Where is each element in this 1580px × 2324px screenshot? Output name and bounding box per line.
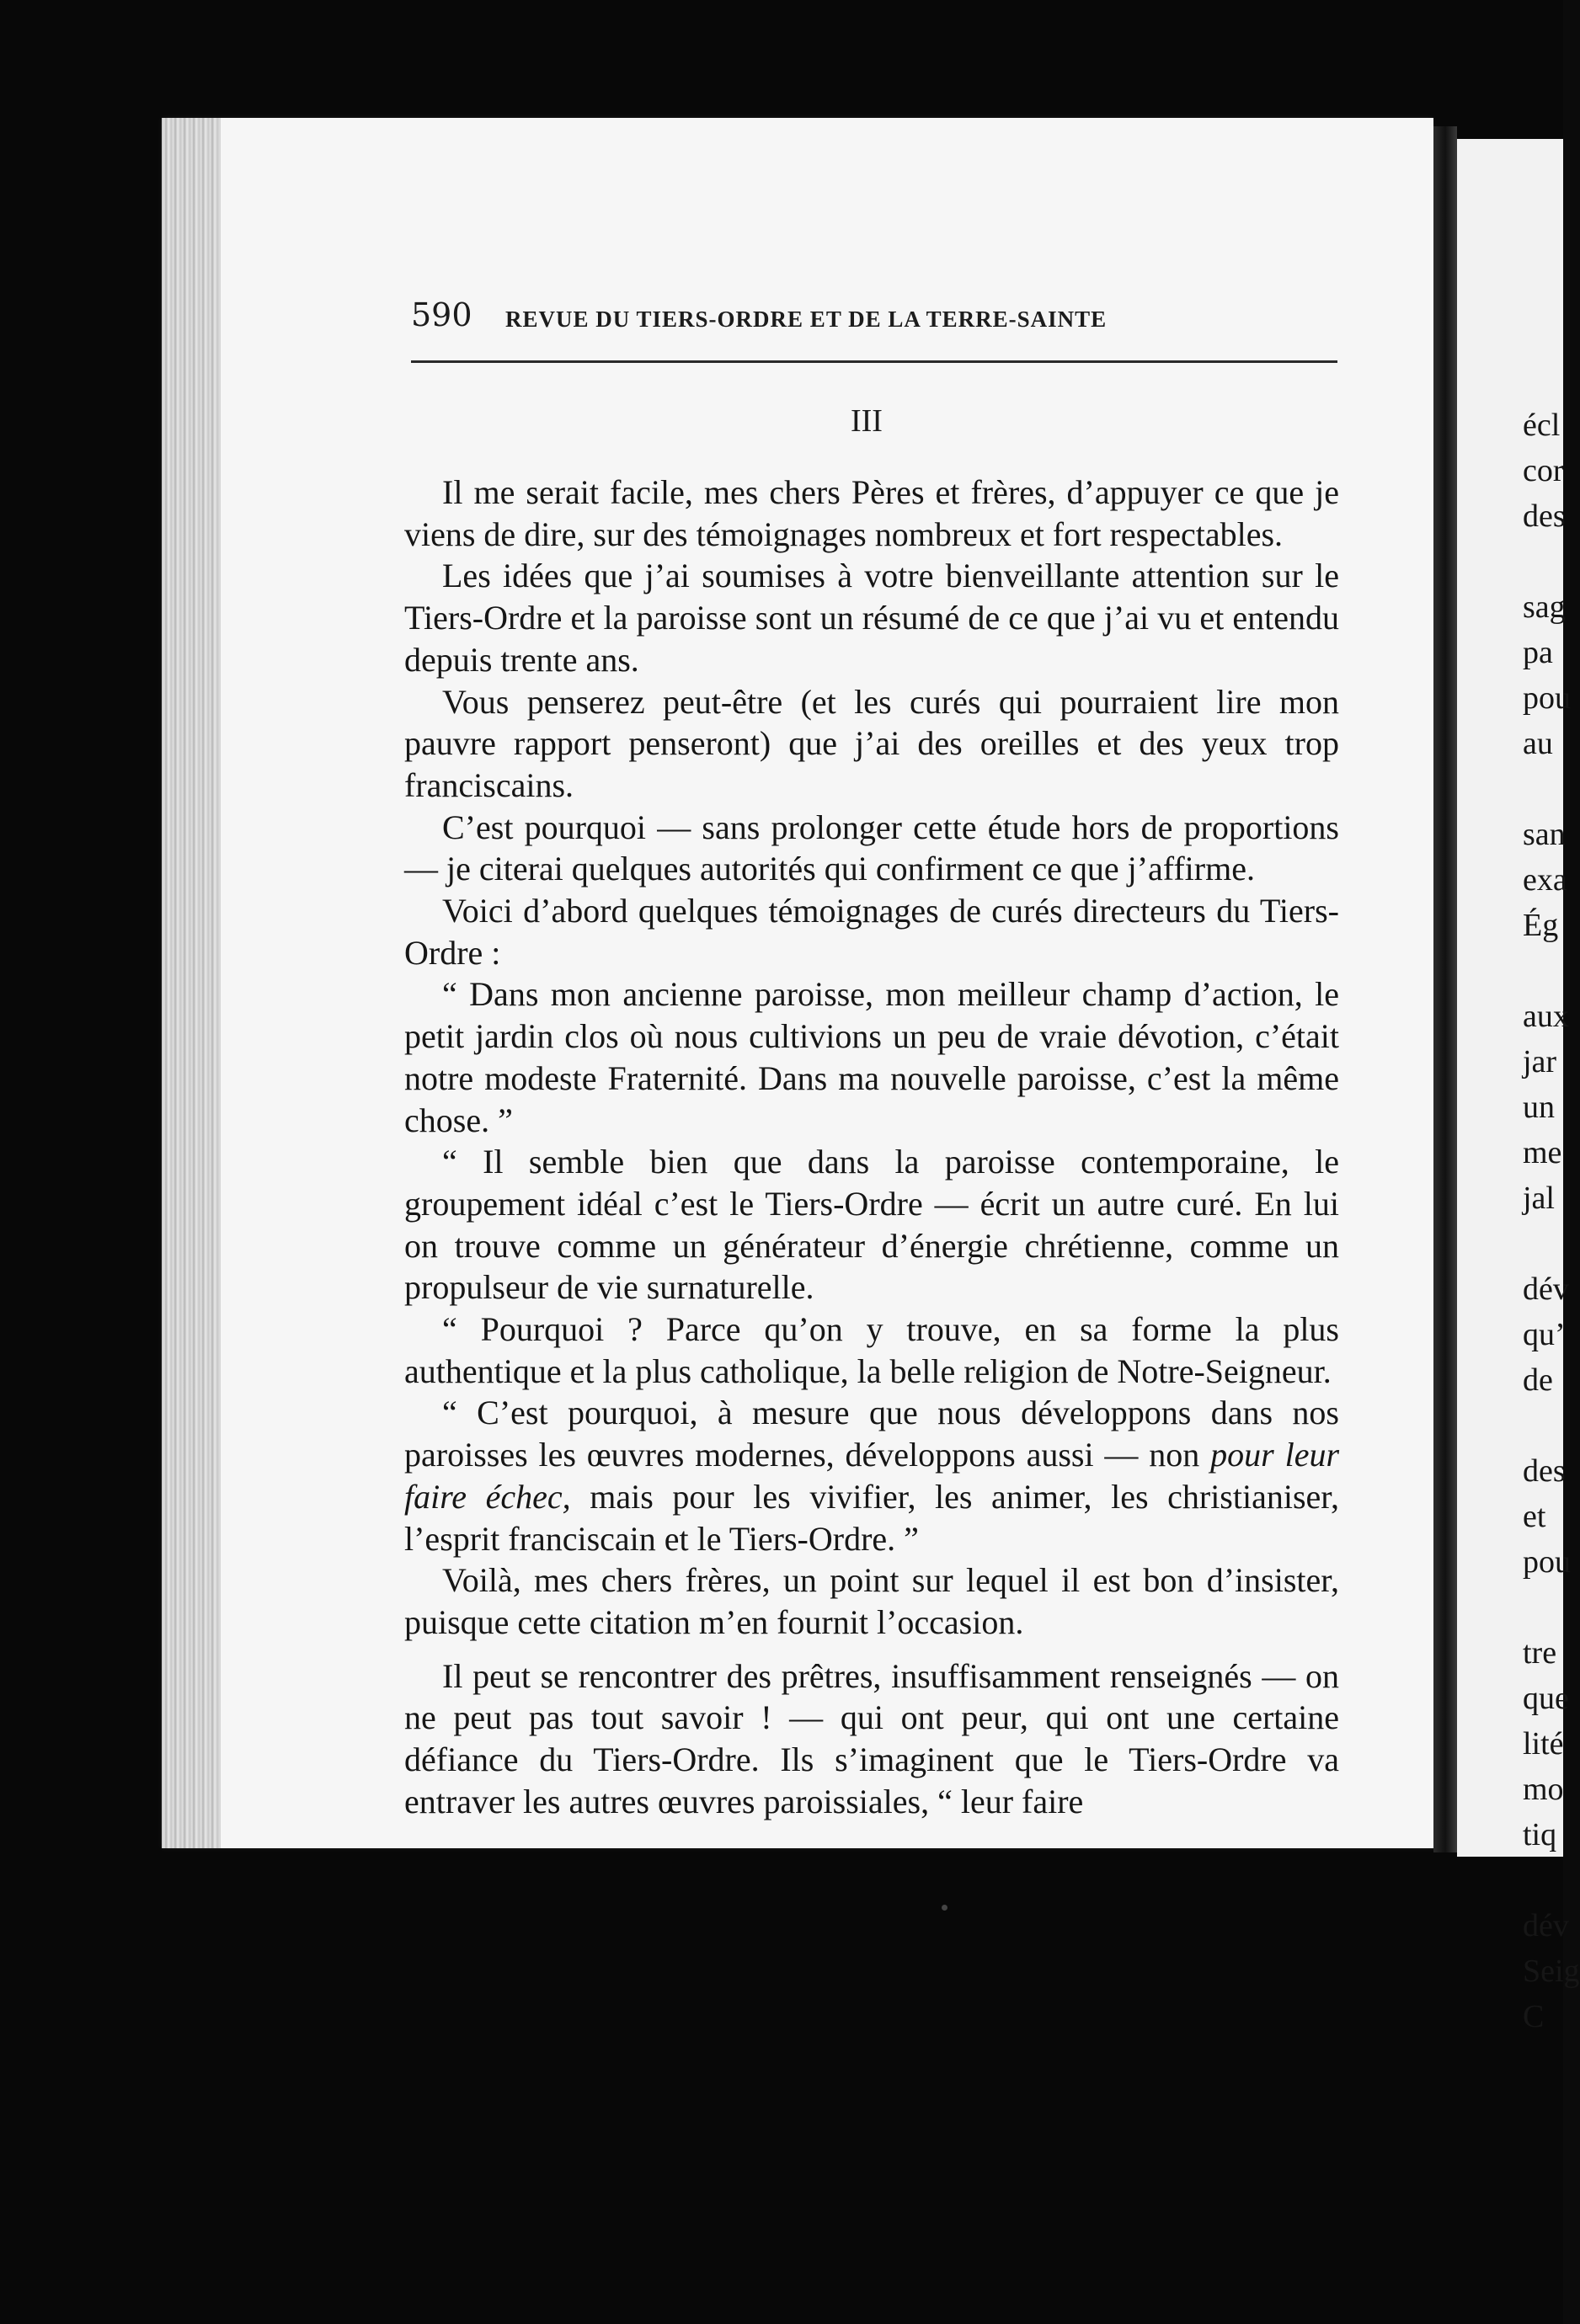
paragraph: Il me serait facile, mes chers Pères et frères, d’appuyer ce que je viens de dire, sur des témoignages nombreux et fort respectables. xyxy=(404,473,1339,553)
facing-page-fragment: aux xyxy=(1523,999,1569,1034)
page-number: 590 xyxy=(411,296,472,333)
page-edge-stack xyxy=(162,118,221,1848)
paragraph: Les idées que j’ai soumises à votre bienveillante attention sur le Tiers-Ordre et la paroisse sont un résumé de ce que j’ai vu et entendu depuis trente ans. xyxy=(404,557,1339,679)
facing-page-fragment: san xyxy=(1523,817,1566,852)
facing-page-fragment: exa xyxy=(1523,862,1567,898)
facing-page-fragment: cor xyxy=(1523,453,1564,488)
facing-page-fragment xyxy=(1523,1585,1573,1630)
print-speck xyxy=(942,1905,947,1911)
quote-text: “ C’est pourquoi, à mesure que nous développons dans nos paroisses les œuvres modernes, développons aussi — non xyxy=(404,1394,1339,1474)
facing-page-fragment: des xyxy=(1523,498,1566,534)
facing-page-fragment: dév xyxy=(1523,1271,1569,1307)
facing-page-fragment: que xyxy=(1523,1681,1569,1716)
facing-page-fragment: de xyxy=(1523,1362,1553,1398)
facing-page-fragment xyxy=(1523,539,1573,584)
facing-page-fragment: écl xyxy=(1523,408,1561,443)
facing-page-fragment: mo xyxy=(1523,1772,1564,1807)
quote-paragraph: “ Pourquoi ? Parce qu’on y trouve, en sa forme la plus authentique et la plus catholique, la belle religion de Notre-Seigneur. xyxy=(404,1310,1339,1390)
running-header xyxy=(411,296,1337,347)
quote-paragraph: “ Dans mon ancienne paroisse, mon meilleur champ d’action, le petit jardin clos où nous cultivions un peu de vraie dévotion, c’était notre modeste Fraternité. Dans ma nouvelle paroisse, c’est la même chose. ” xyxy=(404,975,1339,1139)
facing-page-fragment xyxy=(1523,1858,1573,1903)
facing-page-fragment: jar xyxy=(1523,1044,1557,1079)
facing-page-text xyxy=(1523,402,1580,2039)
facing-page-fragment: C xyxy=(1523,1999,1545,2034)
facing-page-fragment: un xyxy=(1523,1090,1555,1125)
facing-page-fragment: me xyxy=(1523,1135,1562,1170)
facing-page-fragment: pou xyxy=(1523,1544,1571,1580)
section-number: III xyxy=(851,403,883,439)
body-text xyxy=(404,472,1339,1823)
quote-text: mais pour les vivifier, les animer, les christianiser, l’esprit franciscain et le Tiers-Ordre. ” xyxy=(404,1477,1340,1558)
running-head-title: REVUE DU TIERS-ORDRE ET DE LA TERRE-SAINTE xyxy=(505,306,1108,332)
facing-page-fragment: qu’ xyxy=(1523,1317,1566,1352)
facing-page-fragment: des xyxy=(1523,1453,1566,1489)
facing-page-fragment: Seig xyxy=(1523,1954,1580,1989)
paragraph: Vous penserez peut-être (et les curés qui pourraient lire mon pauvre rapport penseront) que j’ai des oreilles et des yeux trop franciscains. xyxy=(404,682,1339,804)
facing-page-fragment xyxy=(1523,766,1573,812)
facing-page-fragment: dév xyxy=(1523,1908,1569,1943)
book-gutter xyxy=(1433,126,1457,1852)
paragraph: Voilà, mes chers frères, un point sur lequel il est bon d’insister, puisque cette citation m’en fournit l’occasion. xyxy=(404,1561,1339,1641)
facing-page-fragment: Ég xyxy=(1523,908,1559,943)
facing-page-fragment: sag xyxy=(1523,589,1566,625)
quote-italic: pour leur faire échec, xyxy=(404,1436,1340,1516)
facing-page-fragment: jal xyxy=(1523,1181,1555,1216)
facing-page-fragment: au xyxy=(1523,726,1553,761)
facing-page-fragment: et xyxy=(1523,1499,1546,1534)
facing-page-fragment xyxy=(1523,1221,1573,1266)
paragraph: C’est pourquoi — sans prolonger cette étude hors de proportions — je citerai quelques autorités qui confirment ce que j’affirme. xyxy=(404,808,1339,888)
quote-paragraph: “ Il semble bien que dans la paroisse contemporaine, le groupement idéal c’est le Tiers-Ordre — écrit un autre curé. En lui on trouve comme un générateur d’énergie chrétienne, comme un propulseur de vie surnaturelle. xyxy=(404,1143,1339,1307)
facing-page-fragment: tiq xyxy=(1523,1817,1557,1852)
paragraph: Il peut se rencontrer des prêtres, insuffisamment renseignés — on ne peut pas tout savoir ! — qui ont peur, qui ont une certaine défiance du Tiers-Ordre. Ils s’imaginent que le Tiers-Ordre va entraver les autres œuvres paroissiales, “ leur faire xyxy=(404,1656,1339,1820)
facing-page-fragment: lité xyxy=(1523,1726,1564,1762)
facing-page-fragment: tre xyxy=(1523,1635,1557,1671)
facing-page-fragment xyxy=(1523,1403,1573,1448)
facing-page-fragment: pou xyxy=(1523,680,1571,716)
facing-page-fragment xyxy=(1523,948,1573,994)
facing-page-fragment: pa xyxy=(1523,635,1553,670)
quote-paragraph xyxy=(404,1392,1339,1559)
paragraph: Voici d’abord quelques témoignages de curés directeurs du Tiers-Ordre : xyxy=(404,892,1339,972)
header-rule xyxy=(411,360,1337,363)
